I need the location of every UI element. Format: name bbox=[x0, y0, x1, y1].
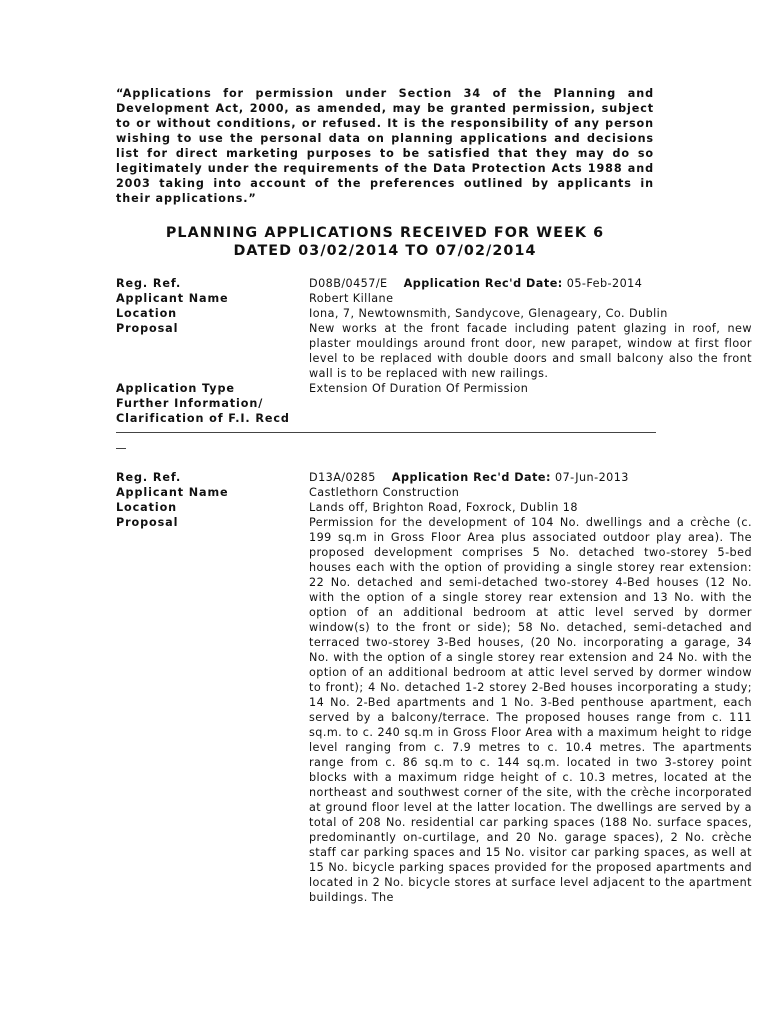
reg-ref-value: D13A/0285 bbox=[309, 471, 376, 484]
location-value: Lands off, Brighton Road, Foxrock, Dublin 18 bbox=[309, 501, 578, 514]
heading-line-1: PLANNING APPLICATIONS RECEIVED FOR WEEK 6 bbox=[165, 225, 605, 241]
applicant-name-label: Applicant Name bbox=[116, 486, 229, 499]
data-protection-disclaimer: “Applications for permission under Section 34 of the Planning and Development Act, 2000, as amended, may be granted permission, subject to or without conditions, or refused. It is the responsibility of any person wishing to use the personal data on planning applications and decisions list for direct marketing purposes to be satisfied that they may do so legitimately under the requirements of the Data Protection Acts 1988 and 2003 taking into account of the preferences outlined by applicants in their applications.” bbox=[116, 87, 654, 205]
application-record-2 bbox=[116, 470, 752, 905]
proposal-label: Proposal bbox=[116, 516, 179, 529]
applicant-name-label: Applicant Name bbox=[116, 292, 229, 305]
application-type-value: Extension Of Duration Of Permission bbox=[309, 382, 529, 395]
record-separator bbox=[116, 424, 656, 458]
reg-ref-label: Reg. Ref. bbox=[116, 277, 182, 290]
rec-date-label: Application Rec'd Date: bbox=[403, 277, 563, 290]
applicant-row bbox=[116, 485, 752, 500]
application-type-label: Application Type bbox=[116, 382, 235, 395]
location-label: Location bbox=[116, 501, 178, 514]
proposal-value: Permission for the development of 104 No. dwellings and a crèche (c. 199 sq.m in Gross Floor Area plus associated outdoor play area). The proposed development comprises 5 No. detached two-storey 5-bed houses each with the option of providing a single storey rear extension: 22 No. detached and semi-detached two-storey 4-Bed houses (12 No. with the option of a single storey rear extension and 13 No. with the option of an additional bedroom at attic level served by dormer window(s) to the front or side); 58 No. detached, semi-detached and terraced two-storey 3-Bed houses, (20 No. incorporating a garage, 34 No. with the option of a single storey rear extension and 24 No. with the option of an additional bedroom at attic level served by dormer window to front); 4 No. detached 1-2 storey 2-Bed houses incorporating a study; 14 No. 2-Bed apartments and 1 No. 3-Bed penthouse apartment, each served by a balcony/terrace. The proposed houses range from c. 111 sq.m. to c. 240 sq.m in Gross Floor Area with a maximum height to ridge level ranging from c. 7.9 metres to c. 10.4 metres. The apartments range from c. 86 sq.m to c. 144 sq.m. located in two 3-storey point blocks with a maximum ridge height of c. 10.3 metres, located at the northeast and southwest corner of the site, with the crèche incorporated at ground floor level at the latter location. The dwellings are served by a total of 208 No. residential car parking spaces (188 No. surface spaces, predominantly on-curtilage, and 20 No. garage spaces), 2 No. crèche staff car parking spaces and 15 No. visitor car parking spaces, as well at 15 No. bicycle parking spaces provided for the proposed apartments and located in 2 No. bicycle stores at surface level adjacent to the apartment buildings. The bbox=[309, 516, 752, 904]
further-info-row bbox=[116, 396, 752, 411]
rec-date-label: Application Rec'd Date: bbox=[391, 471, 551, 484]
location-value: Iona, 7, Newtownsmith, Sandycove, Glenageary, Co. Dublin bbox=[309, 307, 668, 320]
page-heading bbox=[116, 224, 654, 260]
further-info-label: Further Information/ bbox=[116, 397, 264, 410]
location-row bbox=[116, 500, 752, 515]
applicant-row bbox=[116, 291, 752, 306]
applicant-name-value: Castlethorn Construction bbox=[309, 486, 460, 499]
application-record-1 bbox=[116, 276, 752, 426]
location-label: Location bbox=[116, 307, 178, 320]
reg-ref-row bbox=[116, 276, 752, 291]
clarification-label: Clarification of F.I. Recd bbox=[116, 412, 290, 425]
applicant-name-value: Robert Killane bbox=[309, 292, 394, 305]
reg-ref-row bbox=[116, 470, 752, 485]
proposal-value: New works at the front facade including patent glazing in roof, new plaster mouldings around front door, new parapet, window at first floor level to be replaced with double doors and small balcony also the front wall is to be replaced with new railings. bbox=[309, 322, 752, 380]
proposal-row bbox=[116, 321, 752, 381]
proposal-row bbox=[116, 515, 752, 905]
rec-date-value: 05-Feb-2014 bbox=[566, 277, 643, 290]
reg-ref-label: Reg. Ref. bbox=[116, 471, 182, 484]
application-type-row bbox=[116, 381, 752, 396]
reg-ref-value: D08B/0457/E bbox=[309, 277, 388, 290]
proposal-label: Proposal bbox=[116, 322, 179, 335]
location-row bbox=[116, 306, 752, 321]
rec-date-value: 07-Jun-2013 bbox=[555, 471, 629, 484]
heading-line-2: DATED 03/02/2014 TO 07/02/2014 bbox=[233, 243, 537, 259]
